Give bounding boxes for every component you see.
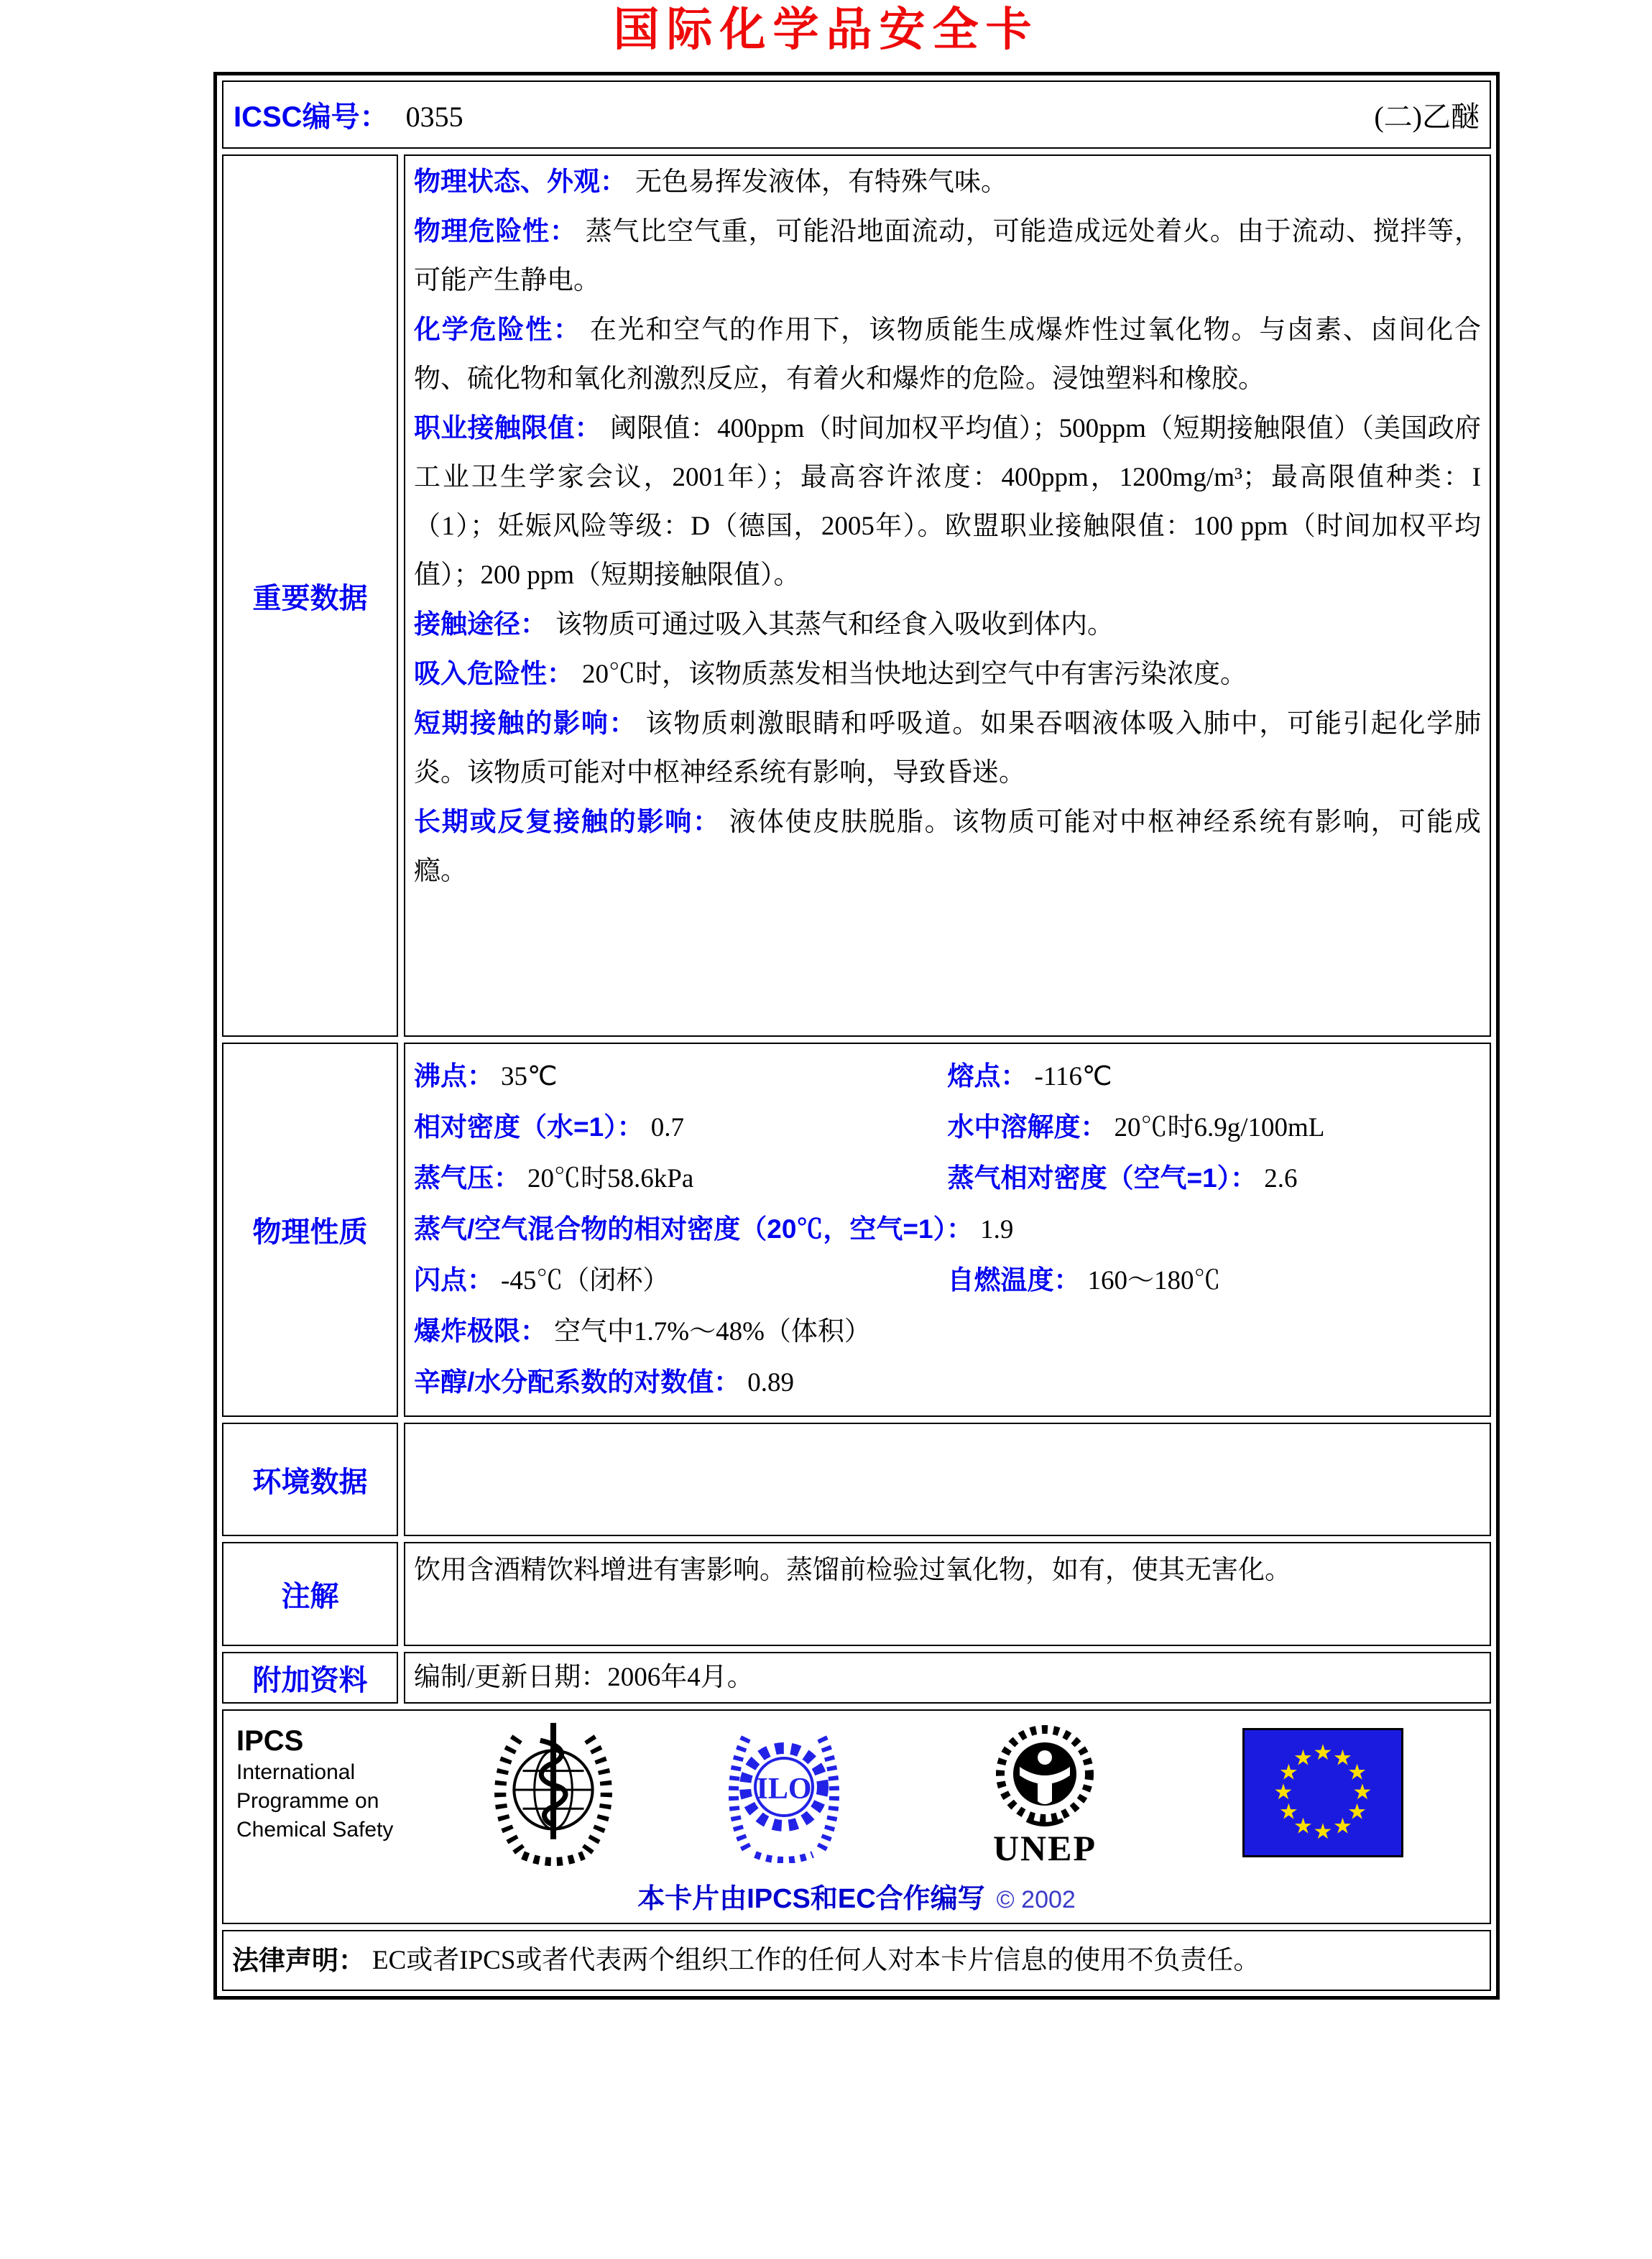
- important-item-long-term-effects: 长期或反复接触的影响： 液体使皮肤脱脂。该物质可能对中枢神经系统有影响，可能成瘾。: [414, 807, 1482, 886]
- environmental-data-row: [222, 1423, 1491, 1536]
- cooperation-caption-text: 本卡片由IPCS和EC合作编写: [637, 1884, 985, 1914]
- legal-row: [222, 1930, 1491, 1991]
- environmental-data-content: [404, 1423, 1491, 1536]
- chemical-name: (二)乙醚: [1374, 101, 1480, 133]
- unep-logo-text: UNEP: [992, 1828, 1097, 1868]
- additional-info-content: [404, 1652, 1491, 1704]
- ipcs-text-block: [231, 1719, 446, 1844]
- important-item-physical-danger: 物理危险性： 蒸气比空气重，可能沿地面流动，可能造成远处着火。由于流动、搅拌等，可能产生静电。: [414, 216, 1482, 295]
- phys-melting-point: 熔点： -116℃: [947, 1061, 1112, 1091]
- page-title: 国际化学品安全卡: [613, 4, 1039, 55]
- important-item-physical-state: 物理状态、外观： 无色易挥发液体，有特殊气味。: [414, 167, 1007, 197]
- phys-autoignition-temperature: 自燃温度： 160～180℃: [947, 1265, 1221, 1295]
- additional-info-row: [222, 1652, 1491, 1704]
- logos-strip: [231, 1719, 1482, 1870]
- phys-vapor-relative-density: 蒸气相对密度（空气=1）： 2.6: [947, 1163, 1298, 1193]
- phys-line: [414, 1357, 1481, 1408]
- icsc-number-value: 0355: [405, 101, 463, 133]
- header-row: [222, 80, 1491, 149]
- logos-content: [222, 1709, 1491, 1924]
- section-label-important-data: 重要数据: [222, 154, 398, 1037]
- notes-row: [222, 1542, 1491, 1646]
- phys-line: [414, 1204, 1481, 1255]
- icsc-number-label: ICSC编号：: [234, 101, 389, 133]
- phys-water-solubility: 水中溶解度： 20℃时6.9g/100mL: [947, 1112, 1325, 1142]
- important-data-row: [222, 154, 1491, 1037]
- legal-notice-text: EC或者IPCS或者代表两个组织工作的任何人对本卡片信息的使用不负责任。: [372, 1945, 1260, 1975]
- logos-row: [222, 1709, 1491, 1924]
- phys-line: [414, 1153, 1481, 1204]
- important-item-exposure-routes: 接触途径： 该物质可通过吸入其蒸气和经食入吸收到体内。: [414, 609, 1114, 639]
- phys-line: [414, 1255, 1481, 1306]
- important-item-inhalation-risk: 吸入危险性： 20℃时，该物质蒸发相当快地达到空气中有害污染浓度。: [414, 659, 1247, 689]
- notes-content: [404, 1542, 1491, 1646]
- phys-boiling-point: 沸点： 35℃: [414, 1061, 558, 1091]
- cooperation-caption: [231, 1882, 1482, 1917]
- physical-properties-content: [404, 1043, 1491, 1417]
- legal-notice-label: 法律声明：: [232, 1945, 365, 1975]
- section-label-additional-info: 附加资料: [222, 1652, 398, 1704]
- phys-flash-point: 闪点： -45℃（闭杯）: [414, 1265, 670, 1295]
- additional-info-text: 编制/更新日期：2006年4月。: [414, 1663, 754, 1692]
- notes-text: 饮用含酒精饮料增进有害影响。蒸馏前检验过氧化物，如有，使其无害化。: [414, 1556, 1291, 1585]
- ipcs-subtitle-line: International: [236, 1760, 356, 1784]
- icsc-card: [213, 72, 1500, 2000]
- phys-explosive-limits: 爆炸极限： 空气中1.7%～48%（体积）: [414, 1316, 871, 1346]
- important-item-chemical-danger: 化学危险性： 在光和空气的作用下，该物质能生成爆炸性过氧化物。与卤素、卤间化合物、硫化物和氧化剂激烈反应，有着火和爆炸的危险。浸蚀塑料和橡胶。: [414, 315, 1482, 394]
- legal-notice: [222, 1930, 1491, 1991]
- unep-logo-icon: [984, 1719, 1106, 1870]
- section-label-environmental-data: 环境数据: [222, 1423, 398, 1536]
- section-label-notes: 注解: [222, 1542, 398, 1646]
- important-item-occupational-limits: 职业接触限值： 阈限值：400ppm（时间加权平均值）；500ppm（短期接触限值）（美国政府工业卫生学家会议，2001年）；最高容许浓度：400ppm，1200mg/m³；最高限值种类：I（1）；妊娠风险等级：D（德国，2005年）。欧盟职业接触限值：100 ppm（时间加权平均值）；200 ppm（短期接触限值）。: [414, 413, 1482, 590]
- ipcs-subtitle-line: Programme on: [236, 1789, 379, 1813]
- ipcs-subtitle-line: Chemical Safety: [236, 1818, 394, 1842]
- phys-line: [414, 1051, 1481, 1102]
- icsc-number-group: [234, 94, 463, 135]
- ilo-logo-icon: [726, 1719, 841, 1863]
- ipcs-title: IPCS: [236, 1725, 304, 1757]
- phys-line: [414, 1102, 1481, 1153]
- card-header: [222, 80, 1491, 149]
- physical-properties-row: [222, 1043, 1491, 1417]
- phys-line: [414, 1306, 1481, 1357]
- important-item-short-term-effects: 短期接触的影响： 该物质刺激眼睛和呼吸道。如果吞咽液体吸入肺中，可能引起化学肺炎。该物质可能对中枢神经系统有影响，导致昏迷。: [414, 708, 1482, 787]
- copyright-year: © 2002: [996, 1886, 1076, 1913]
- phys-vapor-pressure: 蒸气压： 20℃时58.6kPa: [414, 1163, 694, 1193]
- who-logo-icon: [488, 1719, 619, 1866]
- important-data-content: [404, 154, 1491, 1037]
- phys-vapor-air-mixture-density: 蒸气/空气混合物的相对密度（20℃，空气=1）： 1.9: [414, 1214, 1014, 1244]
- phys-octanol-water-partition: 辛醇/水分配系数的对数值： 0.89: [414, 1367, 795, 1398]
- phys-relative-density: 相对密度（水=1）： 0.7: [414, 1112, 684, 1142]
- section-label-physical-properties: 物理性质: [222, 1043, 398, 1417]
- eu-flag-icon: ★ ★ ★ ★ ★ ★ ★ ★ ★ ★ ★ ★: [1242, 1728, 1403, 1857]
- ilo-logo-text: ILO: [756, 1773, 812, 1806]
